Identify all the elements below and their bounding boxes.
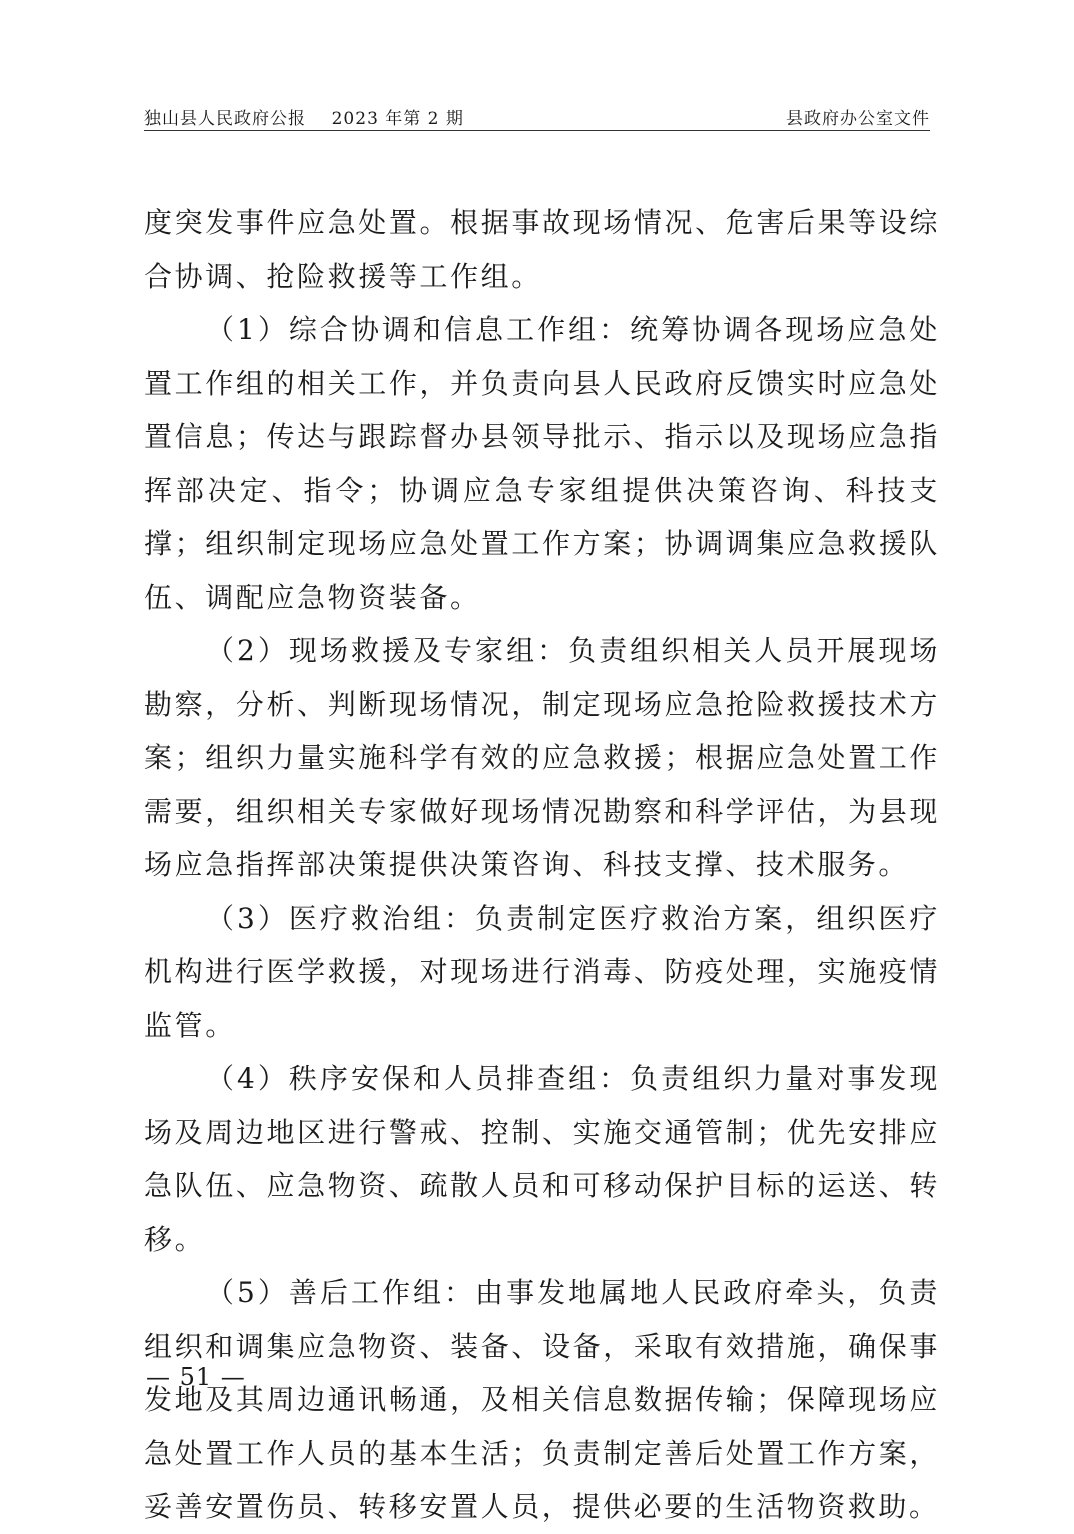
document-body	[144, 196, 940, 1534]
paragraph-item-2: （2）现场救援及专家组：负责组织相关人员开展现场勘察，分析、判断现场情况，制定现场应急抢险救援技术方案；组织力量实施科学有效的应急救援；根据应急处置工作需要，组织相关专家做好现场情况勘察和科学评估，为县现场应急指挥部决策提供决策咨询、科技支撑、技术服务。	[144, 634, 940, 881]
paragraph-item-4: （4）秩序安保和人员排查组：负责组织力量对事发现场及周边地区进行警戒、控制、实施交通管制；优先安排应急队伍、应急物资、疏散人员和可移动保护目标的运送、转移。	[144, 1062, 940, 1256]
header-publication: 独山县人民政府公报 2023 年第 2 期	[144, 109, 464, 129]
page-number: — 51 —	[146, 1363, 246, 1391]
paragraph-item-3: （3）医疗救治组：负责制定医疗救治方案，组织医疗机构进行医学救援，对现场进行消毒、防疫处理，实施疫情监管。	[144, 901, 940, 1042]
paragraph-item-1: （1）综合协调和信息工作组：统筹协调各现场应急处置工作组的相关工作，并负责向县人民政府反馈实时应急处置信息；传达与跟踪督办县领导批示、指示以及现场应急指挥部决定、指令；协调应急专家组提供决策咨询、科技支撑；组织制定现场应急处置工作方案；协调调集应急救援队伍、调配应急物资装备。	[144, 313, 940, 614]
header-section: 县政府办公室文件	[786, 109, 930, 129]
running-header	[144, 100, 930, 131]
paragraph-item-5: （5）善后工作组：由事发地属地人民政府牵头，负责组织和调集应急物资、装备、设备，采取有效措施，确保事发地及其周边通讯畅通，及相关信息数据传输；保障现场应急处置工作人员的基本生活；负责制定善后处置工作方案，妥善安置伤员、转移安置人员，提供必要的生活物资救助。	[144, 1276, 940, 1523]
paragraph-continuation: 度突发事件应急处置。根据事故现场情况、危害后果等设综合协调、抢险救援等工作组。	[144, 206, 940, 293]
